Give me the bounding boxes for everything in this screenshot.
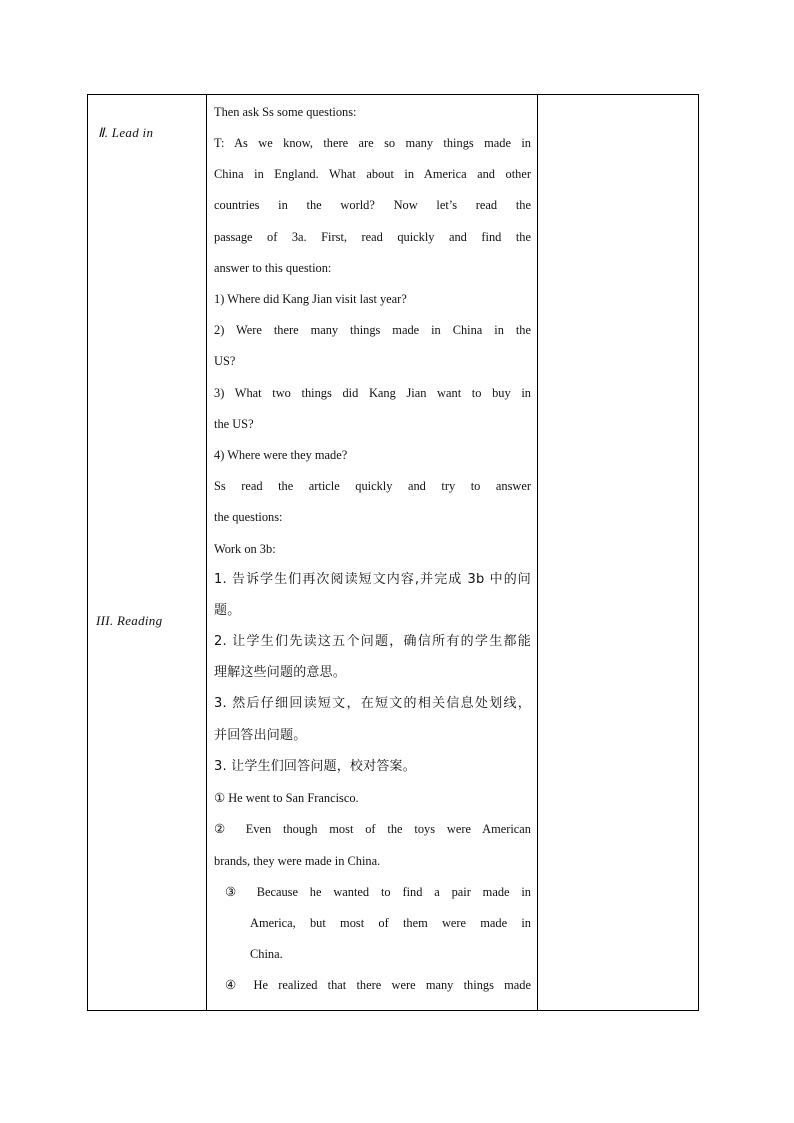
text-line: 1) Where did Kang Jian visit last year? xyxy=(214,292,407,306)
text-line: America, but most of them were made in xyxy=(250,916,531,930)
text-line: 2. 让学生们先读这五个问题，确信所有的学生都能 xyxy=(214,634,531,649)
lead-in-label: Ⅱ. Lead in xyxy=(98,125,154,140)
lesson-plan-table xyxy=(87,94,699,1011)
text-line: 1. 告诉学生们再次阅读短文内容,并完成 3b 中的问 xyxy=(214,572,531,587)
text-line: ③ Because he wanted to find a pair made in xyxy=(225,885,531,899)
text-line: T: As we know, there are so many things made in xyxy=(214,136,531,150)
reading-label: III. Reading xyxy=(96,613,163,628)
activity-cell xyxy=(207,95,538,1011)
text-line: 理解这些问题的意思。 xyxy=(214,665,347,680)
text-line: US? xyxy=(214,354,236,368)
text-line: countries in the world? Now let’s read the xyxy=(214,198,531,212)
text-line: 并回答出问题。 xyxy=(214,728,307,743)
text-line: Ss read the article quickly and try to answer xyxy=(214,479,531,493)
text-line: passage of 3a. First, read quickly and find the xyxy=(214,230,531,244)
stage-cell xyxy=(88,95,207,1011)
text-line: ② Even though most of the toys were American xyxy=(214,822,531,836)
text-line: ① He went to San Francisco. xyxy=(214,791,359,805)
text-line: Work on 3b: xyxy=(214,542,276,556)
text-line: Then ask Ss some questions: xyxy=(214,105,357,119)
activity-content xyxy=(207,95,537,1010)
text-line: the questions: xyxy=(214,510,283,524)
text-line: 题。 xyxy=(214,603,241,618)
text-line: the US? xyxy=(214,417,254,431)
text-line: 4) Where were they made? xyxy=(214,448,348,462)
text-line: ④ He realized that there were many things made xyxy=(225,978,531,992)
table-row xyxy=(88,95,699,1011)
text-line: 3) What two things did Kang Jian want to buy in xyxy=(214,386,531,400)
text-line: 3. 然后仔细回读短文，在短文的相关信息处划线， xyxy=(214,696,531,711)
text-line: answer to this question: xyxy=(214,261,332,275)
text-line: China in England. What about in America and other xyxy=(214,167,531,181)
text-line: brands, they were made in China. xyxy=(214,854,381,868)
text-line: China. xyxy=(250,947,283,961)
notes-cell xyxy=(538,95,699,1011)
text-line: 3. 让学生们回答问题，校对答案。 xyxy=(214,759,416,774)
text-line: 2) Were there many things made in China in the xyxy=(214,323,531,337)
